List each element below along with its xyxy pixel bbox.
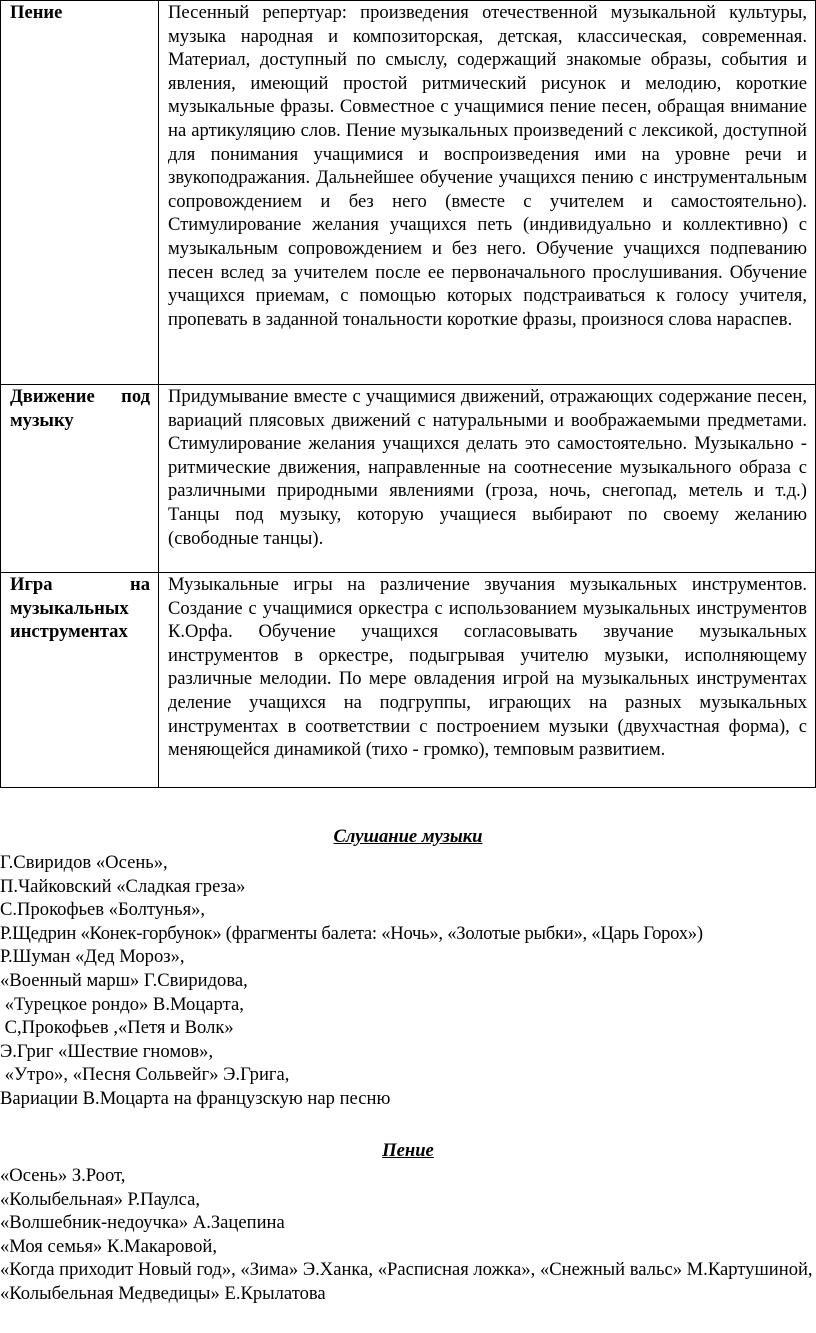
list-item: «Военный марш» Г.Свиридова, — [0, 969, 248, 991]
table-row — [1, 573, 816, 788]
topic-cell: Движение под музыку — [1, 385, 159, 573]
list-item: Г.Свиридов «Осень», — [0, 852, 168, 873]
list-item: С.Прокофьев «Болтунья», — [0, 899, 206, 921]
list-item: С,Прокофьев ,«Петя и Волк» — [0, 1017, 234, 1039]
list-item: «Волшебник-недоучка» А.Зацепина — [0, 1212, 285, 1234]
list-item: «Колыбельная Медведицы» Е.Крылатова — [0, 1282, 326, 1304]
list-item: Э.Григ «Шествие гномов», — [0, 1040, 214, 1062]
description-cell: Песенный репертуар: произведения отечественной музыкальной культуры, музыка народная и композиторская, детская, классическая, современная. Материал, доступный по смыслу, содержащий знакомые образы, события и явления, имеющий простой ритмический рисунок и мелодию, короткие музыкальные фразы. Совместное с учащимися пение песен, обращая внимание на артикуляцию слов. Пение музыкальных произведений с лексикой, доступной для понимания учащимися и воспроизведения ими на уровне речи и звукоподражания. Дальнейшее обучение учащихся пению с инструментальным сопровождением и без него (вместе с учителем и самостоятельно). Стимулирование желания учащихся петь (индивидуально и коллективно) с музыкальным сопровождением и без него. Обучение учащихся подпеванию песен вслед за учителем после ее первоначального прослушивания. Обучение учащихся приемам, с помощью которых подстраиваться к голосу учителя, пропевать в заданной тональности короткие фразы, произнося слова нараспев. — [159, 1, 816, 385]
topic-cell: Пение — [1, 1, 159, 385]
list-item: «Турецкое рондо» В.Моцарта, — [0, 993, 244, 1015]
description-cell: Музыкальные игры на различение звучания музыкальных инструментов. Создание с учащимися оркестра с использованием музыкальных инструментов К.Орфа. Обучение учащихся согласовывать звучание музыкальных инструментов в оркестре, подыгрывая учителю музыки, исполняющему различные мелодии. По мере овладения игрой на музыкальных инструментах деление учащихся на подгруппы, играющих на разных музыкальных инструментах в соответствии с построением музыки (двухчастная форма), с меняющейся динамикой (тихо - громко), темповым развитием. — [159, 573, 816, 788]
list-item: П.Чайковский «Сладкая греза» — [0, 875, 246, 897]
topic-cell: Игра на музыкальных инструментах — [1, 573, 159, 788]
singing-list — [0, 1164, 816, 1306]
singing-section-title: Пение — [382, 1140, 434, 1161]
list-item: Вариации В.Моцарта на французскую нар песню — [0, 1087, 391, 1109]
list-item: «Осень» З.Роот, — [0, 1165, 126, 1186]
description-cell: Придумывание вместе с учащимися движений, отражающих содержание песен, вариаций плясовых движений с натуральными и воображаемыми предметами. Стимулирование желания учащихся делать это самостоятельно. Музыкально - ритмические движения, направленные на соотнесение музыкального образа с различными природными явлениями (гроза, ночь, снегопад, метель и т.д.) Танцы под музыку, которую учащиеся выбирают по своему желанию (свободные танцы). — [159, 385, 816, 573]
list-item: «Утро», «Песня Сольвейг» Э.Грига, — [0, 1064, 290, 1086]
list-item: Р.Шуман «Дед Мороз», — [0, 946, 185, 968]
table-row — [1, 1, 816, 385]
table-row — [1, 385, 816, 573]
listening-section-title: Слушание музыки — [333, 826, 483, 847]
list-item: Р.Щедрин «Конек-горбунок» (фрагменты балета: «Ночь», «Золотые рыбки», «Царь Горох») — [0, 922, 703, 944]
listening-list — [0, 851, 816, 1111]
list-item: «Колыбельная» Р.Паулса, — [0, 1188, 201, 1210]
list-item: «Моя семья» К.Макаровой, — [0, 1235, 217, 1257]
list-item: «Когда приходит Новый год», «Зима» Э.Ханка, «Расписная ложка», «Снежный вальс» М.Картушиной, — [0, 1259, 813, 1281]
